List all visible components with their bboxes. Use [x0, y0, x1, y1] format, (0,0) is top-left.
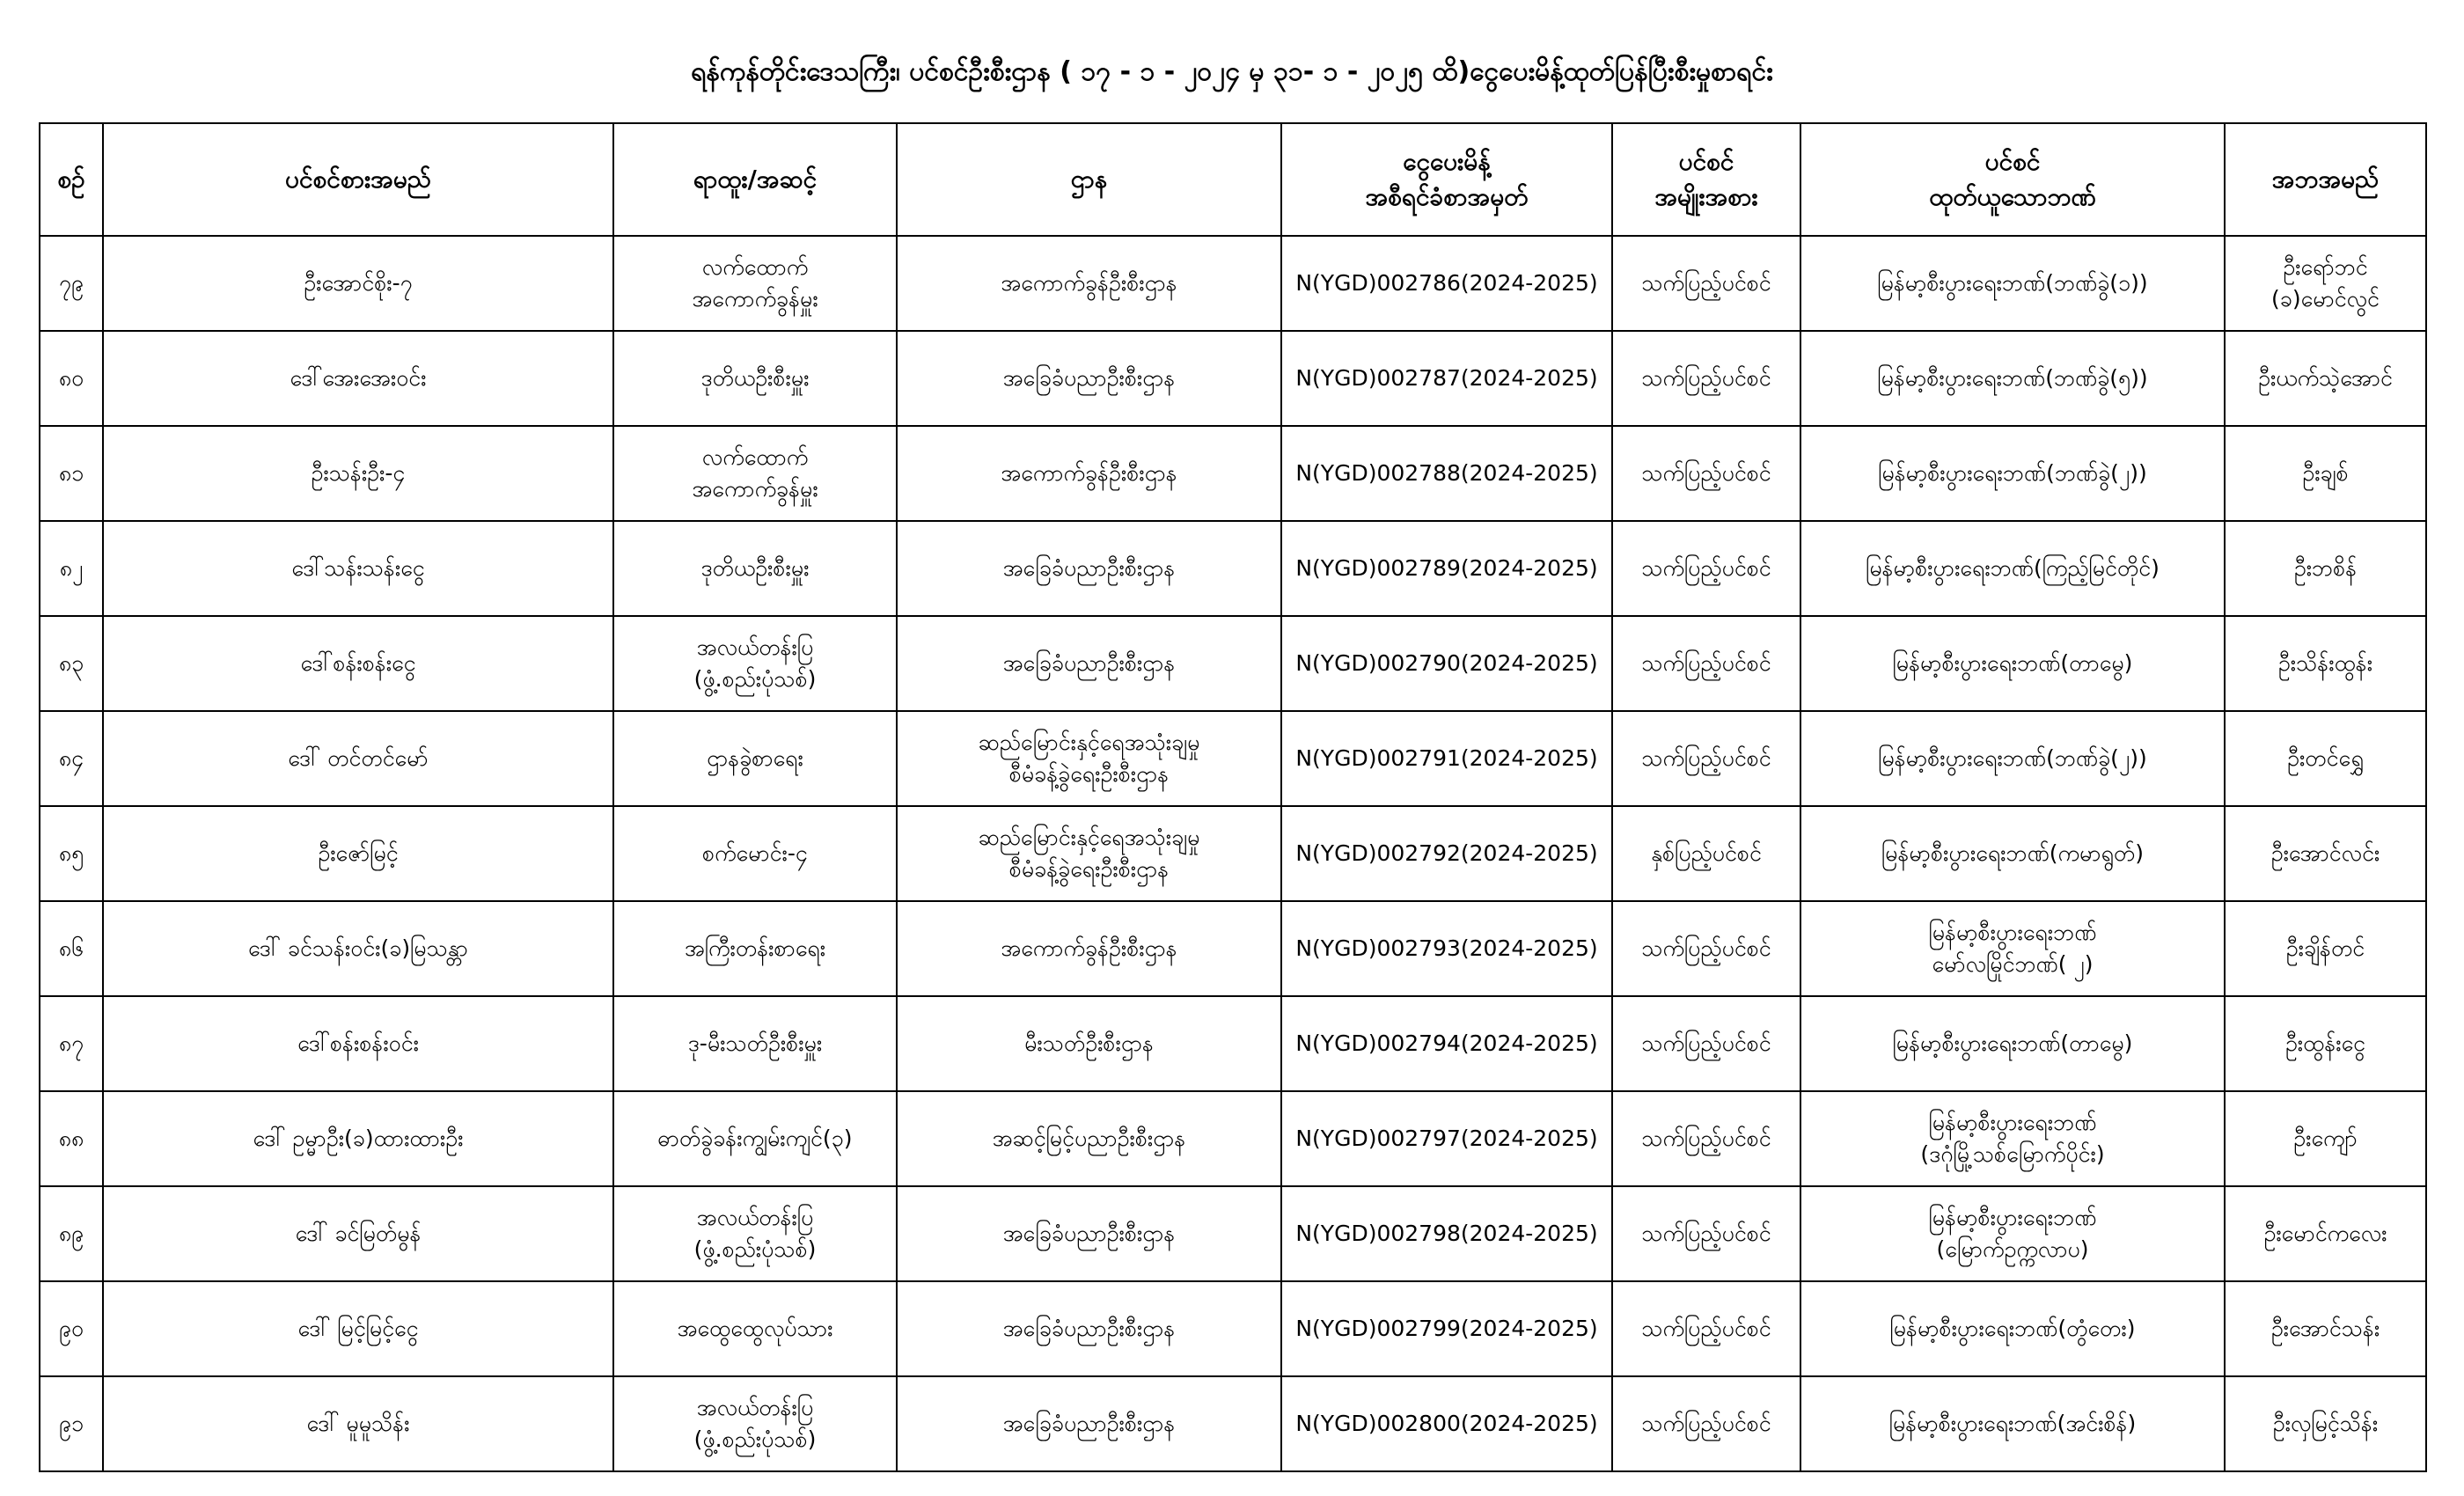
table-row [40, 996, 2426, 1091]
table-body [40, 236, 2426, 1471]
no-cell-text: ၈၄ [58, 745, 84, 771]
table-row [40, 1376, 2426, 1471]
report-number-cell-text: N(YGD)002800(2024-2025) [1295, 1411, 1598, 1436]
report-number-cell-text: N(YGD)002786(2024-2025) [1295, 270, 1598, 296]
report-number-cell [1281, 1376, 1612, 1471]
no-cell-text: ၈၁ [58, 460, 84, 486]
department-cell-text: အခြေခံပညာဦးစီးဌာန [1002, 555, 1176, 581]
pension-type-cell [1612, 521, 1800, 616]
table-row [40, 236, 2426, 331]
pension-type-cell [1612, 331, 1800, 426]
father-name-cell [2225, 996, 2426, 1091]
bank-cell-text: မြန်မာ့စီးပွားရေးဘဏ် [1928, 920, 2097, 945]
bank-cell [1800, 616, 2225, 711]
rank-cell-text: လက်ထောက် [701, 444, 809, 470]
department-cell-text: အကောက်ခွန်ဦးစီးဌာန [1001, 270, 1177, 296]
bank-cell [1800, 1091, 2225, 1186]
department-cell-text: အခြေခံပညာဦးစီးဌာန [1002, 1221, 1176, 1246]
bank-cell [1800, 1376, 2225, 1471]
department-cell-text: အခြေခံပညာဦးစီးဌာန [1002, 1411, 1176, 1436]
father-name-cell [2225, 1376, 2426, 1471]
no-cell-text: ၈၅ [58, 840, 84, 866]
father-name-cell-text: ဦးယက်သဲ့အောင် [2258, 365, 2393, 391]
name-cell [103, 236, 613, 331]
bank-cell-text: (မြောက်ဥက္ကလာပ) [1936, 1236, 2089, 1262]
name-cell-text: ဒေါ်စန်းစန်းဝင်း [297, 1030, 419, 1056]
father-name-cell-text: ဦးအောင်သန်း [2270, 1316, 2380, 1341]
pension-type-cell-text: သက်ပြည့်ပင်စင် [1641, 1221, 1771, 1246]
department-cell-text: ဆည်မြောင်းနှင့်ရေအသုံးချမှု [978, 825, 1200, 850]
bank-cell [1800, 331, 2225, 426]
father-name-cell [2225, 331, 2426, 426]
pension-type-cell-text: သက်ပြည့်ပင်စင် [1641, 460, 1771, 486]
department-cell-text: အကောက်ခွန်ဦးစီးဌာန [1001, 460, 1177, 486]
bank-cell-text: မြန်မာ့စီးပွားရေးဘဏ်(ဘဏ်ခွဲ(၂)) [1878, 460, 2147, 486]
name-cell [103, 1091, 613, 1186]
bank-cell-text: မော်လမြိုင်ဘဏ်( ၂) [1932, 951, 2094, 977]
name-cell-text: ဒေါ်သန်းသန်းငွေ [291, 555, 425, 581]
report-number-cell [1281, 901, 1612, 996]
name-cell [103, 711, 613, 806]
name-cell [103, 426, 613, 521]
no-cell [40, 996, 103, 1091]
no-cell-text: ၈၀ [58, 365, 84, 391]
department-cell [897, 1091, 1281, 1186]
pension-type-cell [1612, 1091, 1800, 1186]
rank-cell-text: အလယ်တန်းပြ [696, 1205, 814, 1230]
name-cell [103, 996, 613, 1091]
rank-cell [613, 711, 897, 806]
bank-cell-text: မြန်မာ့စီးပွားရေးဘဏ်(အင်းစိန်) [1888, 1411, 2137, 1436]
department-cell-text: အကောက်ခွန်ဦးစီးဌာန [1001, 935, 1177, 961]
header-col-pension-type-line2: အမျိုးအစား [1654, 182, 1758, 211]
father-name-cell-text: ဦးလှမြင့်သိန်း [2272, 1411, 2379, 1436]
report-number-cell [1281, 331, 1612, 426]
report-number-cell-text: N(YGD)002791(2024-2025) [1295, 745, 1598, 771]
rank-cell [613, 331, 897, 426]
rank-cell [613, 1281, 897, 1376]
rank-cell-text: အလယ်တန်းပြ [696, 634, 814, 660]
no-cell [40, 236, 103, 331]
rank-cell [613, 1091, 897, 1186]
father-name-cell [2225, 711, 2426, 806]
report-number-cell-text: N(YGD)002794(2024-2025) [1295, 1030, 1598, 1056]
report-number-cell-text: N(YGD)002792(2024-2025) [1295, 840, 1598, 866]
header-col-bank [1800, 123, 2225, 236]
department-cell-text: မီးသတ်ဦးစီးဌာန [1024, 1030, 1154, 1056]
father-name-cell-text: ဦးချိန်တင် [2285, 935, 2365, 961]
name-cell-text: ဒေါ်စန်းစန်းငွေ [300, 650, 416, 676]
no-cell [40, 1376, 103, 1471]
header-col-rank [613, 123, 897, 236]
bank-cell-text: မြန်မာ့စီးပွားရေးဘဏ်(ဘဏ်ခွဲ(၅)) [1877, 365, 2148, 391]
no-cell [40, 616, 103, 711]
name-cell-text: ဒေါ် မြင့်မြင့်ငွေ [297, 1316, 419, 1341]
father-name-cell [2225, 236, 2426, 331]
bank-cell [1800, 1186, 2225, 1281]
table-row [40, 1281, 2426, 1376]
father-name-cell-text: ဦးရော်ဘင် [2283, 254, 2368, 280]
department-cell-text: ဆည်မြောင်းနှင့်ရေအသုံးချမှု [978, 730, 1200, 755]
bank-cell-text: မြန်မာ့စီးပွားရေးဘဏ်(တွံတေး) [1889, 1316, 2136, 1341]
table-row [40, 1091, 2426, 1186]
department-cell [897, 1186, 1281, 1281]
pension-type-cell-text: သက်ပြည့်ပင်စင် [1641, 365, 1771, 391]
header-col-pension-type [1612, 123, 1800, 236]
header-col-no [40, 123, 103, 236]
no-cell [40, 1281, 103, 1376]
rank-cell-text: ဌာနခွဲစာရေး [707, 745, 803, 771]
department-cell [897, 616, 1281, 711]
rank-cell-text: လက်ထောက် [701, 254, 809, 280]
father-name-cell [2225, 521, 2426, 616]
rank-cell-text: ဓာတ်ခွဲခန်းကျွမ်းကျင်(၃) [657, 1126, 853, 1151]
report-number-cell-text: N(YGD)002787(2024-2025) [1295, 365, 1598, 391]
pension-type-cell [1612, 1186, 1800, 1281]
header-col-bank-line2: ထုတ်ယူသောဘဏ် [1929, 182, 2096, 211]
name-cell-text: ဒေါ် ခင်မြတ်မွန် [295, 1221, 422, 1246]
rank-cell-text: (ဖွံ့.စည်းပုံသစ်) [693, 1236, 817, 1262]
department-cell [897, 236, 1281, 331]
pension-type-cell [1612, 1376, 1800, 1471]
bank-cell-text: မြန်မာ့စီးပွားရေးဘဏ် [1928, 1110, 2097, 1135]
department-cell [897, 331, 1281, 426]
pension-type-cell [1612, 901, 1800, 996]
no-cell [40, 1186, 103, 1281]
report-number-cell [1281, 806, 1612, 901]
report-number-cell [1281, 236, 1612, 331]
report-number-cell-text: N(YGD)002797(2024-2025) [1295, 1126, 1598, 1151]
pension-type-cell-text: သက်ပြည့်ပင်စင် [1641, 1411, 1771, 1436]
report-number-cell [1281, 616, 1612, 711]
name-cell-text: ဒေါ် တင်တင်မော် [288, 745, 429, 771]
rank-cell-text: (ဖွံ့.စည်းပုံသစ်) [693, 666, 817, 692]
name-cell [103, 901, 613, 996]
department-cell-text: အခြေခံပညာဦးစီးဌာန [1002, 365, 1176, 391]
no-cell [40, 331, 103, 426]
father-name-cell-text: ဦးသိန်းထွန်း [2277, 650, 2373, 676]
pension-type-cell [1612, 1281, 1800, 1376]
rank-cell [613, 901, 897, 996]
pension-type-cell [1612, 426, 1800, 521]
no-cell-text: ၈၂ [59, 555, 84, 581]
header-col-report-number-line2: အစီရင်ခံစာအမှတ် [1365, 182, 1529, 211]
header-col-pensioner-name [103, 123, 613, 236]
header-col-rank-line1: ရာထူး/အဆင့် [693, 165, 818, 194]
no-cell-text: ၈၃ [58, 650, 84, 676]
bank-cell [1800, 1281, 2225, 1376]
pension-type-cell [1612, 996, 1800, 1091]
table-row [40, 1186, 2426, 1281]
father-name-cell-text: ဦးဘစိန် [2293, 555, 2358, 581]
bank-cell [1800, 806, 2225, 901]
department-cell [897, 521, 1281, 616]
department-cell-text: အဆင့်မြင့်ပညာဦးစီးဌာန [992, 1126, 1186, 1151]
no-cell [40, 521, 103, 616]
bank-cell-text: မြန်မာ့စီးပွားရေးဘဏ်(ဘဏ်ခွဲ(၁)) [1877, 270, 2148, 296]
bank-cell-text: (ဒဂုံမြို့သစ်မြောက်ပိုင်း) [1920, 1141, 2105, 1167]
rank-cell-text: အကောက်ခွန်မှူး [692, 476, 818, 502]
no-cell-text: ၇၉ [58, 270, 84, 296]
page-title: ရန်ကုန်တိုင်းဒေသကြီး၊ ပင်စင်ဦးစီးဌာန ( ၁၇ - ၁ - ၂၀၂၄ မှ ၃၁- ၁ - ၂၀၂၅ ထိ)ငွေပေးမိန့်ထုတ်ပြန်ပြီးစီးမှုစာရင်း [691, 56, 1773, 87]
department-cell-text: အခြေခံပညာဦးစီးဌာန [1002, 650, 1176, 676]
bank-cell-text: မြန်မာ့စီးပွားရေးဘဏ်(ကြည့်မြင်တိုင်) [1866, 555, 2160, 581]
bank-cell [1800, 426, 2225, 521]
rank-cell-text: အကြီးတန်းစာရေး [684, 935, 826, 961]
no-cell [40, 901, 103, 996]
rank-cell-text: ဒုတိယဦးစီးမှူး [700, 555, 810, 581]
pension-type-cell-text: သက်ပြည့်ပင်စင် [1641, 1030, 1771, 1056]
father-name-cell [2225, 901, 2426, 996]
rank-cell [613, 996, 897, 1091]
report-number-cell-text: N(YGD)002798(2024-2025) [1295, 1221, 1598, 1246]
father-name-cell-text: ဦးထွန်းငွေ [2284, 1030, 2366, 1056]
father-name-cell-text: ဦးကျော် [2293, 1126, 2358, 1151]
report-number-cell-text: N(YGD)002793(2024-2025) [1295, 935, 1598, 961]
pension-type-cell-text: သက်ပြည့်ပင်စင် [1641, 1126, 1771, 1151]
report-number-cell [1281, 711, 1612, 806]
pension-type-cell-text: သက်ပြည့်ပင်စင် [1641, 270, 1771, 296]
pension-type-cell [1612, 236, 1800, 331]
name-cell-text: ဒေါ် မူမူသိန်း [306, 1411, 410, 1436]
header-col-father-name-line1: အဘအမည် [2271, 165, 2380, 194]
rank-cell-text: ဒု-မီးသတ်ဦးစီးမှူး [687, 1030, 823, 1056]
bank-cell-text: မြန်မာ့စီးပွားရေးဘဏ်(တာမွေ) [1892, 1030, 2133, 1056]
header-col-no-line1: စဉ် [57, 165, 85, 194]
pension-type-cell-text: သက်ပြည့်ပင်စင် [1641, 935, 1771, 961]
pension-type-cell [1612, 711, 1800, 806]
header-col-pension-type-line1: ပင်စင် [1678, 147, 1734, 176]
department-cell [897, 426, 1281, 521]
pension-type-cell-text: သက်ပြည့်ပင်စင် [1641, 650, 1771, 676]
no-cell [40, 1091, 103, 1186]
department-cell [897, 996, 1281, 1091]
table-row [40, 426, 2426, 521]
rank-cell [613, 1186, 897, 1281]
table-row [40, 711, 2426, 806]
name-cell [103, 1186, 613, 1281]
rank-cell [613, 806, 897, 901]
bank-cell-text: မြန်မာ့စီးပွားရေးဘဏ်(ဘဏ်ခွဲ(၂)) [1878, 745, 2147, 771]
name-cell [103, 806, 613, 901]
no-cell [40, 806, 103, 901]
name-cell [103, 1281, 613, 1376]
name-cell [103, 331, 613, 426]
pension-table [39, 122, 2427, 1472]
bank-cell-text: မြန်မာ့စီးပွားရေးဘဏ်(တာမွေ) [1892, 650, 2133, 676]
father-name-cell-text: ဦးမောင်ကလေး [2263, 1221, 2387, 1246]
report-number-cell [1281, 1281, 1612, 1376]
father-name-cell [2225, 1186, 2426, 1281]
report-number-cell [1281, 1186, 1612, 1281]
bank-cell-text: မြန်မာ့စီးပွားရေးဘဏ်(ကမာရွတ်) [1881, 840, 2145, 866]
department-cell-text: စီမံခန့်ခွဲရေးဦးစီးဌာန [1008, 856, 1170, 882]
pension-type-cell-text: သက်ပြည့်ပင်စင် [1641, 555, 1771, 581]
pension-type-cell-text: သက်ပြည့်ပင်စင် [1641, 1316, 1771, 1341]
pension-type-cell [1612, 806, 1800, 901]
name-cell-text: ဒေါ်အေးအေးဝင်း [290, 365, 427, 391]
department-cell [897, 806, 1281, 901]
rank-cell-text: စက်မောင်း-၄ [702, 840, 808, 866]
header-col-department-line1: ဌာန [1070, 165, 1108, 194]
rank-cell [613, 426, 897, 521]
header-col-father-name [2225, 123, 2426, 236]
no-cell-text: ၉၀ [58, 1316, 84, 1341]
pension-type-cell-text: နှစ်ပြည့်ပင်စင် [1651, 840, 1762, 866]
header-col-department [897, 123, 1281, 236]
name-cell-text: ဒေါ် ဥမ္မာဦး(ခ)ထားထားဦး [253, 1126, 464, 1151]
table-row [40, 616, 2426, 711]
father-name-cell-text: ဦးအောင်လင်း [2270, 840, 2380, 866]
department-cell [897, 1281, 1281, 1376]
header-col-report-number [1281, 123, 1612, 236]
name-cell-text: ဒေါ် ခင်သန်းဝင်း(ခ)မြသန္တာ [248, 935, 468, 961]
report-number-cell [1281, 521, 1612, 616]
rank-cell-text: အကောက်ခွန်မှူး [692, 286, 818, 312]
name-cell [103, 1376, 613, 1471]
department-cell-text: အခြေခံပညာဦးစီးဌာန [1002, 1316, 1176, 1341]
bank-cell [1800, 996, 2225, 1091]
report-number-cell-text: N(YGD)002789(2024-2025) [1295, 555, 1598, 581]
father-name-cell-text: (ခ)မောင်လွင် [2271, 286, 2380, 312]
father-name-cell [2225, 1281, 2426, 1376]
no-cell-text: ၉၁ [58, 1411, 84, 1436]
table-row [40, 331, 2426, 426]
table-row [40, 806, 2426, 901]
no-cell-text: ၈၆ [58, 935, 84, 961]
name-cell [103, 616, 613, 711]
header-col-report-number-line1: ငွေပေးမိန့် [1403, 147, 1491, 176]
table-row [40, 521, 2426, 616]
rank-cell [613, 1376, 897, 1471]
no-cell-text: ၈၈ [58, 1126, 84, 1151]
report-number-cell-text: N(YGD)002799(2024-2025) [1295, 1316, 1598, 1341]
report-number-cell [1281, 996, 1612, 1091]
bank-cell [1800, 521, 2225, 616]
report-number-cell-text: N(YGD)002788(2024-2025) [1295, 460, 1598, 486]
name-cell-text: ဦးသန်းဦး-၄ [311, 460, 406, 486]
rank-cell [613, 236, 897, 331]
name-cell-text: ဦးအောင်စိုး-၇ [304, 270, 413, 296]
department-cell [897, 1376, 1281, 1471]
name-cell-text: ဦးဇော်မြင့် [318, 840, 399, 866]
father-name-cell [2225, 806, 2426, 901]
no-cell-text: ၈၉ [58, 1221, 84, 1246]
rank-cell-text: ဒုတိယဦးစီးမှူး [700, 365, 810, 391]
department-cell-text: စီမံခန့်ခွဲရေးဦးစီးဌာန [1008, 761, 1170, 787]
department-cell [897, 711, 1281, 806]
pension-type-cell [1612, 616, 1800, 711]
no-cell [40, 711, 103, 806]
table-header [40, 123, 2426, 236]
rank-cell-text: အထွေထွေလုပ်သား [677, 1316, 833, 1341]
rank-cell-text: အလယ်တန်းပြ [696, 1395, 814, 1420]
father-name-cell [2225, 616, 2426, 711]
department-cell [897, 901, 1281, 996]
father-name-cell-text: ဦးတင်ရွှေ [2287, 745, 2364, 771]
report-number-cell [1281, 426, 1612, 521]
bank-cell-text: မြန်မာ့စီးပွားရေးဘဏ် [1928, 1205, 2097, 1230]
pension-type-cell-text: သက်ပြည့်ပင်စင် [1641, 745, 1771, 771]
rank-cell [613, 616, 897, 711]
header-col-bank-line1: ပင်စင် [1984, 147, 2041, 176]
no-cell-text: ၈၇ [58, 1030, 84, 1056]
bank-cell [1800, 901, 2225, 996]
father-name-cell [2225, 1091, 2426, 1186]
table-row [40, 901, 2426, 996]
report-number-cell-text: N(YGD)002790(2024-2025) [1295, 650, 1598, 676]
no-cell [40, 426, 103, 521]
father-name-cell [2225, 426, 2426, 521]
bank-cell [1800, 711, 2225, 806]
rank-cell [613, 521, 897, 616]
rank-cell-text: (ဖွံ့.စည်းပုံသစ်) [693, 1426, 817, 1452]
father-name-cell-text: ဦးချစ် [2302, 460, 2349, 486]
header-col-pensioner-name-line1: ပင်စင်စားအမည် [285, 165, 431, 194]
name-cell [103, 521, 613, 616]
bank-cell [1800, 236, 2225, 331]
report-number-cell [1281, 1091, 1612, 1186]
